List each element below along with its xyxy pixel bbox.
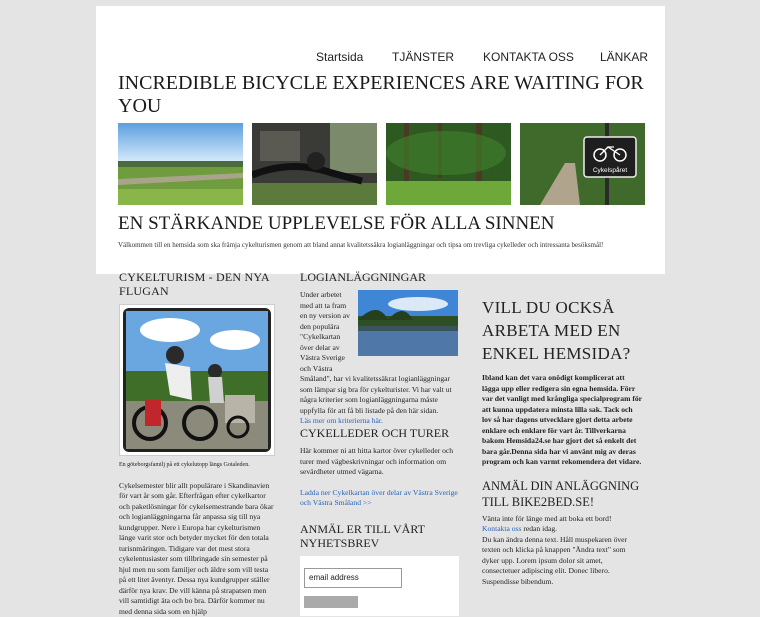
hemsida-text: Ibland kan det vara onödigt komplicerat att lägga upp eller redigera sin egna hemsida. Förr var det vanligt med krångliga specialprogram för att kunna uppdatera minsta lilla sak. Tack och lov så har dagens utvecklare gjort detta arbete enklare och enklare för vart år. Tillverkarna bakom Hemsida24.se har gjort det så enkelt det bara går.Denna sida har vi använt mig av deras program och kan varmt rekomendera det vidare. [482,373,642,468]
logi-text-intro: Under arbetet med att ta fram en ny version av den populära "Cykelkartan över delar av Västra Sverige och Västra [300,290,352,374]
hero-subtitle: EN STÄRKANDE UPPLEVELSE FÖR ALLA SINNEN [118,213,555,235]
logi-heading: LOGIANLÄGGNINGAR [300,270,460,284]
photo-field-road [118,123,243,205]
kontakta-oss-link[interactable]: Kontakta oss [482,524,521,533]
nav-startsida[interactable]: Startsida [316,50,363,64]
download-map-link[interactable]: Ladda ner Cykelkartan över delar av Västra Sverige och Västra Småland >> [300,488,460,509]
logi-text: Småland", har vi kvalitetssäkrat logianläggningar som lämpar sig bra för cykelturister. Vi har valt ut några kriterier som logianläggningarna måste uppfylla för att få bli listade på den här sidan. [300,374,452,415]
newsletter-heading: ANMÄL ER TILL VÅRT NYHETSBREV [300,522,460,550]
cykelleder-section [300,426,460,509]
lake-photo [358,290,458,356]
cykelturism-heading: CYKELTURISM - DEN NYA FLUGAN [119,270,275,298]
newsletter-section [300,522,460,550]
newsletter-form [300,556,459,616]
anmal-text-b: redan idag. [521,524,557,533]
anmal-text-a: Vänta inte för länge med att boka ett bord! [482,514,642,525]
hero-intro: Välkommen till en hemsida som ska främja cykelturismen genom att bland annat kvalitetssäkra logianläggningar och tipsa om trevliga cykelleder och intressanta besöksmål! [118,241,603,249]
sign-text: Cykelspåret [593,166,628,174]
nav-lankar[interactable]: LÄNKAR [600,50,648,64]
family-cycling-photo [119,304,275,456]
hemsida-heading: VILL DU OCKSÅ ARBETA MED EN ENKEL HEMSIDA? [482,296,642,365]
photo-forest [386,123,511,205]
column-hemsida [482,296,642,587]
column-cykelturism [119,270,275,617]
main-nav [96,50,665,64]
hero-panel [96,6,665,274]
photo-handlebar [252,123,377,205]
anmal-heading: ANMÄL DIN ANLÄGGNING TILL BIKE2BED.SE! [482,478,642,510]
kriterier-link[interactable]: Läs mer om kriterierna här. [300,416,383,425]
cykelleder-text: Här kommer ni att hitta kartor över cykelleder och turer med vägbeskrivningar och information om sevärdheter utmed vägarna. [300,446,460,478]
photo-caption: En göteborgsfamilj på ett cykelutopp längs Gotaleden. [119,460,275,471]
anmal-text-c: Du kan ändra denna text. Håll muspekaren över texten och klicka på knappen "Ändra text" som dyker upp. Lorem ipsum dolor sit amet, consectetuer adipiscing elit. Donec libero. Suspendisse bibendum. [482,535,642,588]
nav-kontakta-oss[interactable]: KONTAKTA OSS [483,50,574,64]
photo-cykelsparet-sign [520,123,645,205]
subscribe-button[interactable] [304,596,358,608]
cykelleder-heading: CYKELLEDER OCH TURER [300,426,460,440]
nav-tjanster[interactable]: TJÄNSTER [392,50,454,64]
column-logi [300,270,460,427]
hero-title: INCREDIBLE BICYCLE EXPERIENCES ARE WAITING FOR YOU [118,72,648,118]
cykelturism-text: Cykelsemester blir allt populärare i Skandinavien för vart år som går. Efterfrågan efter cykelkartor och paketlösningar för cykelsemestrande bara ökar och logianläggningarna får anpassa sig till nya kundgrupper. Nere i Europa har cykelturismen länge varit stor och betyder mycket för den totala turisnmäringen. Tidigare var det mest stora cykelentusiaster som tillbringade sin semester på hjul men nu som familjer och äldre som vill testa på ett litet äventyr. Dessa nya kundgrupper ställer därför nya krav. De vill känna på strapatsen men vill samtidigt äta och bo bra. Därför kommer nu med denna sida som en hjälp [119,481,275,617]
email-input[interactable]: email address [304,568,402,588]
